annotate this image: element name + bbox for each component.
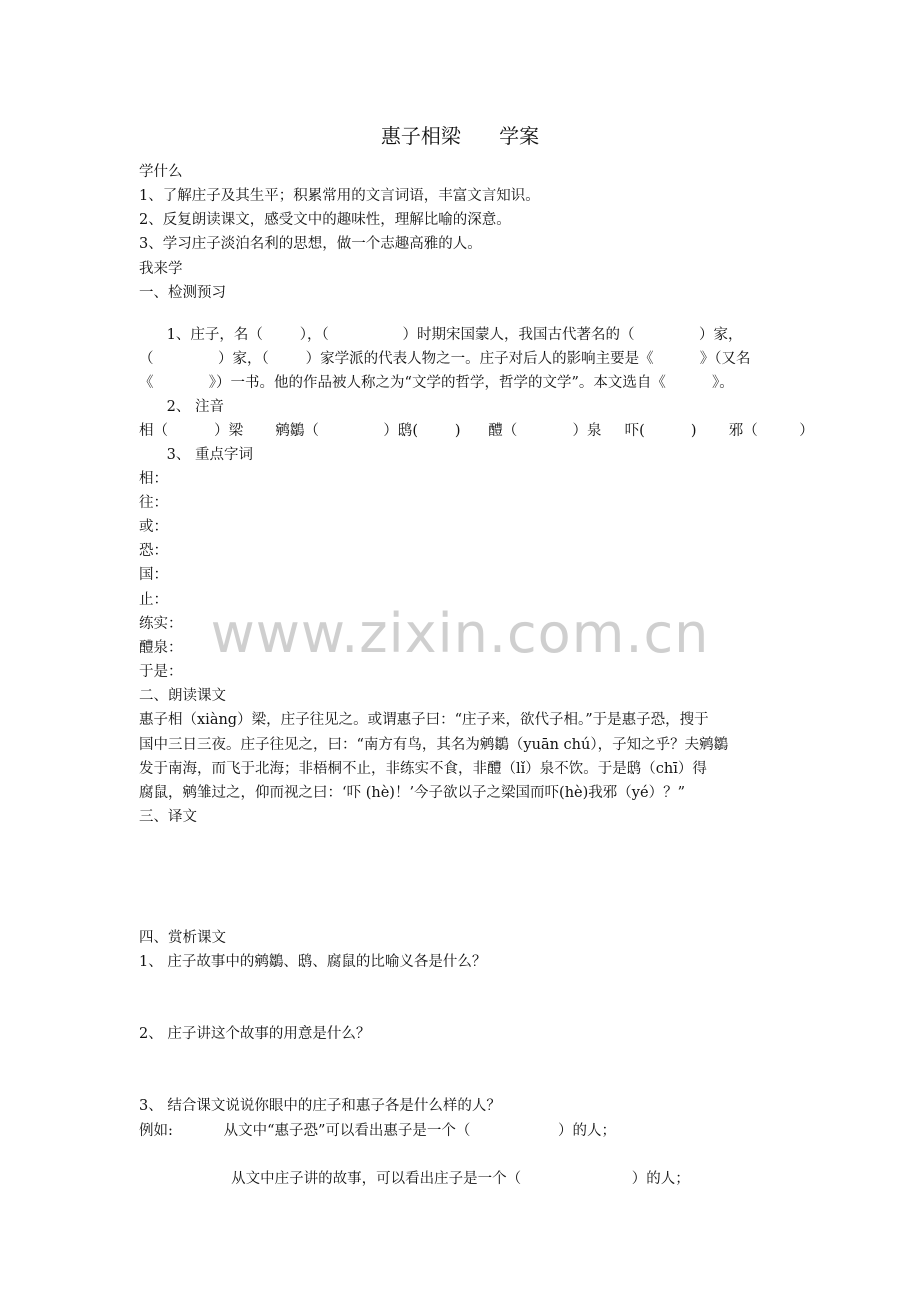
section-heading-appreciation: 四、赏析课文: [139, 930, 226, 946]
example-huizi: 例如: 从文中“惠子恐”可以看出惠子是一个（ ）的人；: [139, 1123, 616, 1139]
keyword-huo: 或：: [139, 519, 168, 535]
appreciation-q2: 2、 庄子讲这个故事的用意是什么？: [139, 1026, 371, 1042]
goal-3: 3、学习庄子淡泊名利的思想，做一个志趣高雅的人。: [139, 236, 482, 252]
keyword-xiang: 相：: [139, 471, 168, 487]
passage-line-4: 腐鼠，鹓雏过之，仰而视之曰：‘吓 (hè)！’今子欲以子之梁国而吓(hè)我邪（yé）？”: [139, 785, 685, 801]
appreciation-q3: 3、 结合课文说说你眼中的庄子和惠子各是什么样的人？: [139, 1098, 501, 1114]
preview-q1-line1: 1、庄子，名（ ），（ ）时期宋国蒙人，我国古代著名的（ ）家，: [139, 327, 743, 343]
keyword-guo: 国：: [139, 567, 168, 583]
keyword-liquan: 醴泉：: [139, 640, 183, 656]
section-heading-read-aloud: 二、朗读课文: [139, 688, 226, 704]
passage-line-3: 发于南海，而飞于北海；非梧桐不止，非练实不食，非醴（lǐ）泉不饮。于是鸱（chī）得: [139, 761, 707, 777]
preview-q3-heading: 3、 重点字词: [139, 447, 253, 463]
watermark: www.zixin.com.cn: [210, 602, 710, 665]
section-heading-translation: 三、译文: [139, 809, 197, 825]
keyword-yushi: 于是：: [139, 664, 183, 680]
goal-1: 1、了解庄子及其生平；积累常用的文言词语，丰富文言知识。: [139, 188, 540, 204]
keyword-kong: 恐：: [139, 543, 168, 559]
page-title: 惠子相梁 学案: [380, 124, 540, 148]
goal-2: 2、反复朗读课文，感受文中的趣味性，理解比喻的深意。: [139, 212, 511, 228]
passage-line-2: 国中三日三夜。庄子往见之，曰：“南方有鸟，其名为鹓鶵（yuān chú），子知之乎？夫鹓鶵: [139, 737, 729, 753]
section-heading-i-learn: 我来学: [139, 261, 183, 277]
appreciation-q1: 1、 庄子故事中的鹓鶵、鸱、腐鼠的比喻义各是什么？: [139, 954, 487, 970]
keyword-zhi: 止：: [139, 592, 168, 608]
section-heading-preview: 一、检测预习: [139, 285, 226, 301]
keyword-wang: 往：: [139, 495, 168, 511]
preview-q1-line3: 《 》）一书。他的作品被人称之为“文学的哲学，哲学的文学”。本文选自《 》。: [139, 375, 734, 391]
keyword-lianshi: 练实：: [139, 616, 183, 632]
example-zhuangzi: 从文中庄子讲的故事，可以看出庄子是一个（ ）的人；: [139, 1171, 690, 1187]
passage-line-1: 惠子相（xiàng）梁，庄子往见之。或谓惠子曰：“庄子来，欲代子相。”于是惠子恐，搜于: [139, 712, 709, 728]
pinyin-blanks: 相（ ）梁 鹓鶵（ ）鸱( ) 醴（ ）泉 吓( ) 邪（ ）: [139, 423, 814, 439]
preview-q2-heading: 2、 注音: [139, 399, 224, 415]
preview-q1-line2: （ ）家，（ ）家学派的代表人物之一。庄子对后人的影响主要是《 》（又名: [139, 351, 751, 367]
section-heading-learn-what: 学什么: [139, 164, 183, 180]
